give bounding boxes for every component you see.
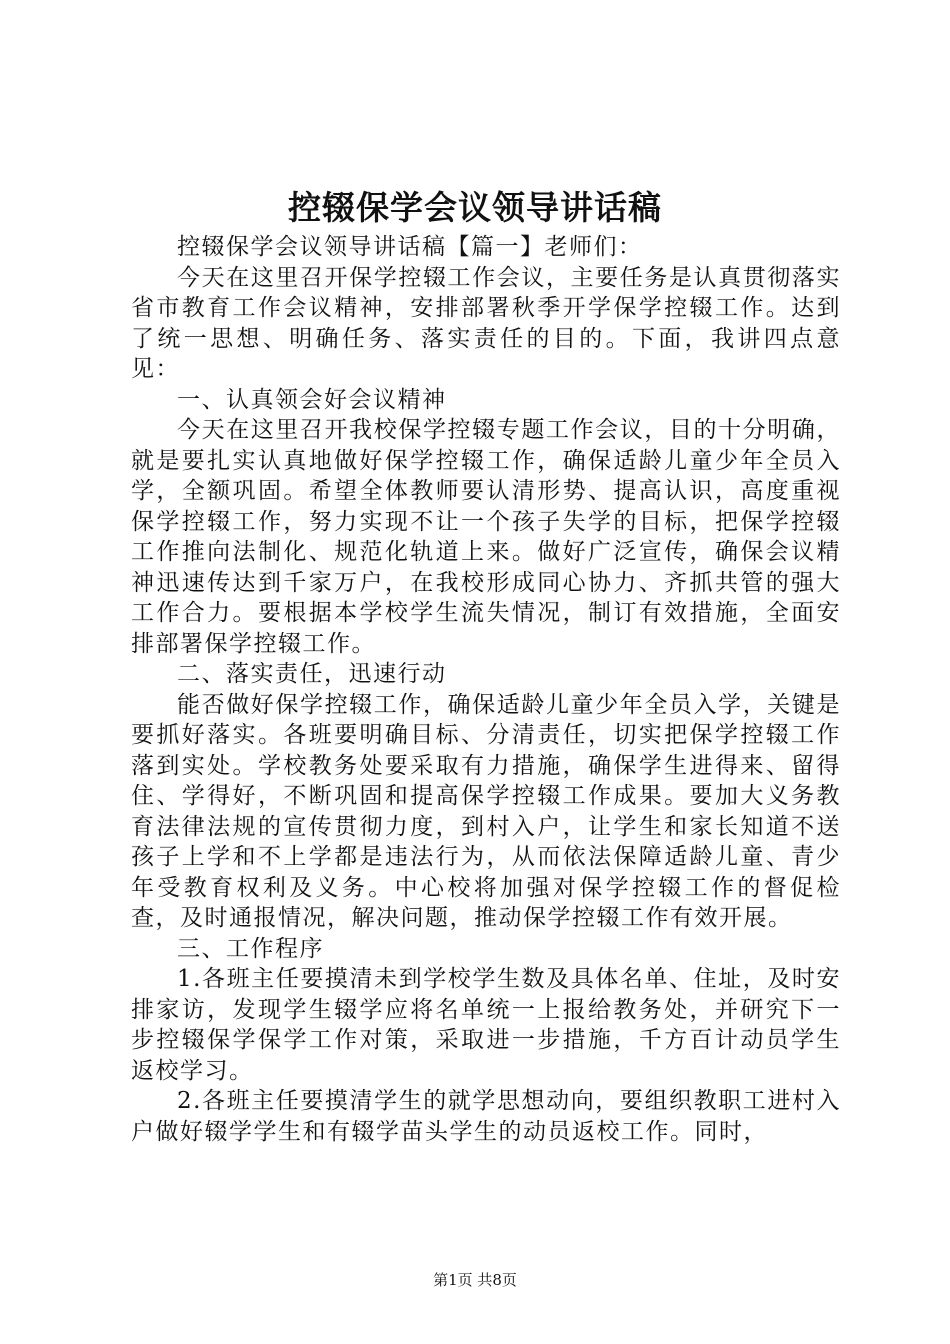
paragraph-section-1: 今天在这里召开我校保学控辍专题工作会议，目的十分明确，就是要扎实认真地做好保学控辍工作，确保适龄儿童少年全员入学，全额巩固。希望全体教师要认清形势、提高认识，高度重视保学控辍工作，努力实现不让一个孩子失学的目标，把保学控辍工作推向法制化、规范化轨道上来。做好广泛宣传，确保会议精神迅速传达到千家万户，在我校形成同心协力、齐抓共管的强大工作合力。要根据本学校学生流失情况，制订有效措施，全面安排部署保学控辍工作。 (131, 417, 841, 657)
paragraph-intro: 控辍保学会议领导讲话稿【篇一】老师们： (177, 234, 643, 260)
page-footer: 第1页 共8页 (433, 1271, 517, 1289)
section-heading-3: 三、工作程序 (177, 935, 324, 962)
paragraph-item-2: 2.各班主任要摸清学生的就学思想动向，要组织教职工进村入户做好辍学学生和有辍学苗头学生的动员返校工作。同时， (131, 1088, 841, 1145)
document-title: 控辍保学会议领导讲话稿 (288, 188, 662, 227)
paragraph-section-2: 能否做好保学控辍工作，确保适龄儿童少年全员入学，关键是要抓好落实。各班要明确目标、分清责任，切实把保学控辍工作落到实处。学校教务处要采取有力措施，确保学生进得来、留得住、学得好，不断巩固和提高保学控辍工作成果。要加大义务教育法律法规的宣传贯彻力度，到村入户，让学生和家长知道不送孩子上学和不上学都是违法行为，从而依法保障适龄儿童、青少年受教育权利及义务。中心校将加强对保学控辍工作的督促检查，及时通报情况，解决问题，推动保学控辍工作有效开展。 (131, 691, 841, 931)
section-heading-2: 二、落实责任，迅速行动 (177, 661, 447, 687)
document-body (131, 232, 841, 1147)
paragraph-item-1: 1.各班主任要摸清未到学校学生数及具体名单、住址，及时安排家访，发现学生辍学应将名单统一上报给教务处，并研究下一步控辍保学保学工作对策，采取进一步措施，千方百计动员学生返校学习。 (131, 966, 841, 1084)
paragraph-opening: 今天在这里召开保学控辍工作会议，主要任务是认真贯彻落实省市教育工作会议精神，安排部署秋季开学保学控辍工作。达到了统一思想、明确任务、落实责任的目的。下面，我讲四点意见： (131, 264, 841, 382)
section-heading-1: 一、认真领会好会议精神 (177, 386, 447, 413)
